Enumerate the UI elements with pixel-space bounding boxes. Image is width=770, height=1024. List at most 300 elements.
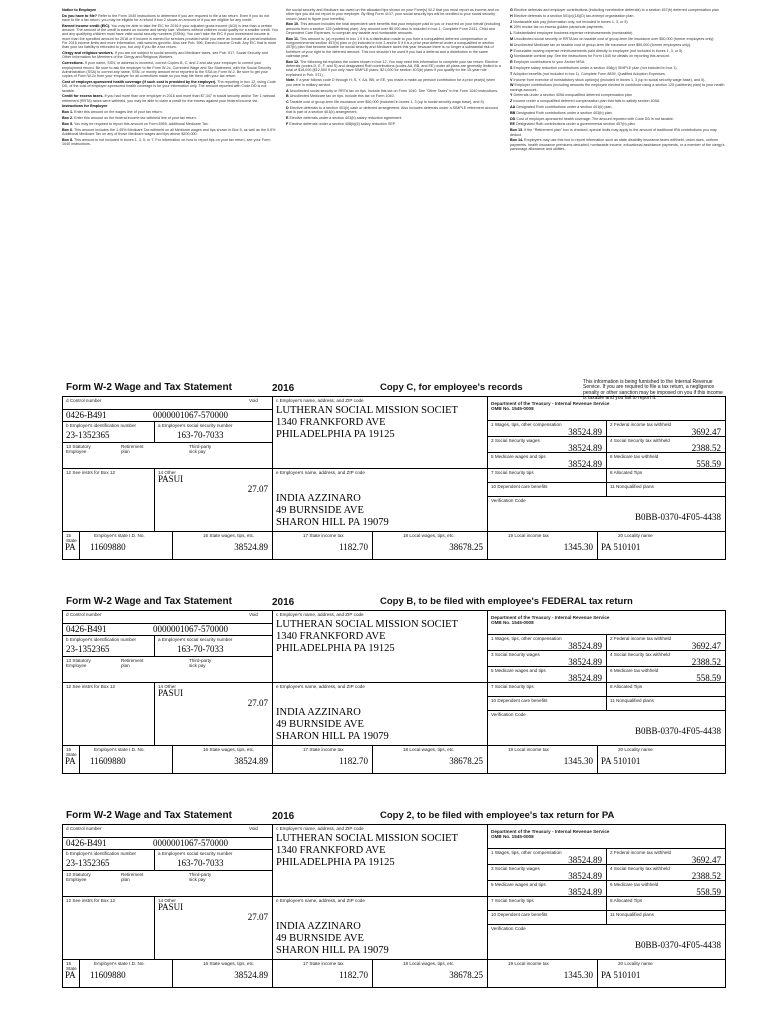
notice-paragraph xyxy=(510,31,726,35)
notice-paragraph xyxy=(62,110,278,114)
w2-form-copy-1 xyxy=(62,380,726,585)
notice-paragraph xyxy=(510,37,726,41)
control-number-value-box xyxy=(62,838,273,850)
employer-ein-box xyxy=(62,636,155,657)
employer-city-state-zip: PHILADELPHIA PA 19125 xyxy=(276,857,395,868)
third-party-sick-pay-label: Third-party sick pay xyxy=(189,872,212,882)
notice-heading: B xyxy=(286,94,289,99)
federal-income-tax-withheld: 3692.47 xyxy=(691,855,721,865)
copy-purpose: for employee's records xyxy=(415,382,523,393)
box-7 xyxy=(488,897,607,911)
notice-heading: Box 5. xyxy=(62,121,74,126)
box-3 xyxy=(488,437,607,453)
notice-heading: DD xyxy=(510,116,516,121)
box-4 xyxy=(607,437,726,453)
notice-paragraph xyxy=(62,138,278,147)
employer-ein-label: b Employer's identification number xyxy=(66,637,137,642)
box-4 xyxy=(607,865,726,881)
box-19 xyxy=(488,746,598,774)
notice-paragraph xyxy=(62,8,278,12)
box-8-label: 8 Allocated Tips xyxy=(610,898,643,903)
notice-text: Income from exercise of nonstatutory stock option(s) (included in boxes 1, 3 (up to social security wage base), and 5). xyxy=(513,77,706,82)
notice-paragraph xyxy=(510,122,726,126)
box-17 xyxy=(273,532,373,560)
notice-heading: Box 8. xyxy=(62,137,74,142)
copy-purpose: to be filed with employee's FEDERAL tax return xyxy=(415,596,633,607)
notice-heading: Box 2. xyxy=(62,116,74,121)
verification-code-label: Verification Code xyxy=(491,498,526,503)
box-11 xyxy=(607,483,726,497)
social-security-wages: 38524.89 xyxy=(568,657,602,667)
medicare-tax-withheld: 558.59 xyxy=(696,459,721,469)
notice-column-3 xyxy=(510,8,726,153)
control-number-label: d Control number xyxy=(66,398,102,403)
box-4-label: 4 Social Security tax withheld xyxy=(610,866,670,871)
wages-tips-compensation: 38524.89 xyxy=(568,855,602,865)
control-number-label: d Control number xyxy=(66,826,102,831)
box-8 xyxy=(607,897,726,911)
notice-heading: E xyxy=(286,116,289,121)
notice-heading: Box 13. xyxy=(510,128,524,133)
box-7-label: 7 Social Security tips xyxy=(491,684,534,689)
notice-heading: Box 6. xyxy=(62,127,74,132)
box-3 xyxy=(488,865,607,881)
social-security-tax-withheld: 2388.52 xyxy=(691,657,721,667)
notice-heading: R xyxy=(510,60,513,65)
notice-text: Designated Roth contributions under a governmental section 457(b) plan. xyxy=(515,122,636,127)
box-19-label: 19 Local income tax xyxy=(508,533,549,538)
employee-city-state-zip: SHARON HILL PA 19079 xyxy=(276,945,389,956)
box-20-label: 20 Locality name xyxy=(618,533,653,538)
state-id-label: Employer's state I.D. No. xyxy=(94,961,145,966)
notice-text: Uncollected Medicare tax on taxable cost of group-term life insurance over $50,000 (former employees only). xyxy=(513,42,692,47)
box-1-label: 1 Wages, tips, other compensation xyxy=(491,422,562,427)
notice-paragraph xyxy=(62,61,278,78)
notice-heading: T xyxy=(510,71,513,76)
local-income-tax: 1345.30 xyxy=(563,756,593,766)
employer-ein-box xyxy=(62,850,155,871)
employee-name: INDIA AZZINARO xyxy=(276,921,361,932)
box-14-label: 14 Other xyxy=(158,684,176,689)
notice-text: Employer contributions (including amounts the employee elected to contribute using a section 125 (cafeteria) plan) to your health savings account. xyxy=(510,83,725,92)
notice-text: Uncollected Medicare tax on tips. Include this tax on Form 1040. xyxy=(289,94,395,99)
employee-address-box xyxy=(273,469,488,532)
form-year: 2016 xyxy=(272,383,295,394)
medicare-wages-tips: 38524.89 xyxy=(568,459,602,469)
box-5 xyxy=(488,453,607,469)
box-12-label: 12 See instrs for Box 12 xyxy=(66,898,116,903)
employer-ein-label: b Employer's identification number xyxy=(66,851,137,856)
notice-paragraph xyxy=(510,128,726,137)
irs-department: Department of the Treasury - Internal Revenue Service xyxy=(491,401,610,406)
notice-text: Elective deferrals to a section 501(c)(18)(D) tax-exempt organization plan. xyxy=(513,13,635,18)
box-17-label: 17 State income tax xyxy=(303,961,344,966)
state-id-label: Employer's state I.D. No. xyxy=(94,747,145,752)
employer-ein: 23-1352365 xyxy=(66,858,110,868)
form-year: 2016 xyxy=(272,597,295,608)
box-17-label: 17 State income tax xyxy=(303,533,344,538)
box-20 xyxy=(598,532,726,560)
employee-address-box xyxy=(273,897,488,960)
notice-heading: Do you have to file? xyxy=(62,13,98,18)
notice-paragraph xyxy=(286,89,502,93)
employer-address-box xyxy=(273,397,488,469)
notice-column-2 xyxy=(286,8,502,153)
notice-paragraph xyxy=(286,116,502,120)
notice-heading: Y xyxy=(510,93,513,98)
notice-heading: C xyxy=(286,100,289,105)
notice-paragraph xyxy=(286,8,502,21)
employee-address-box xyxy=(273,683,488,746)
employee-ssn-label: a Employee's social security number xyxy=(158,851,233,856)
employee-ssn-label: a Employee's social security number xyxy=(158,637,233,642)
notice-text: 20% excise tax on excess golden parachute payments. xyxy=(513,25,604,30)
social-security-wages: 38524.89 xyxy=(568,871,602,881)
notice-heading: Corrections. xyxy=(62,61,84,66)
verification-code-box xyxy=(488,711,726,746)
notice-heading: Box 14. xyxy=(510,138,524,143)
employer-name: LUTHERAN SOCIAL MISSION SOCIET xyxy=(276,405,458,416)
form-grid xyxy=(62,824,726,1014)
employee-name: INDIA AZZINARO xyxy=(276,707,361,718)
box-10-label: 10 Dependent care benefits xyxy=(491,698,548,703)
employee-ssn-box xyxy=(155,636,273,657)
control-number-box xyxy=(62,397,273,410)
irs-department: Department of the Treasury - Internal Revenue Service xyxy=(491,615,610,620)
box-3-label: 3 Social Security wages xyxy=(491,652,540,657)
box-15-state xyxy=(62,960,80,988)
box-8 xyxy=(607,469,726,483)
irs-department: Department of the Treasury - Internal Revenue Service xyxy=(491,829,610,834)
local-income-tax: 1345.30 xyxy=(563,542,593,552)
box-18-label: 18 Local wages, tips, etc. xyxy=(403,961,455,966)
medicare-tax-withheld: 558.59 xyxy=(696,887,721,897)
statutory-employee-label: 13 Statutory Employee xyxy=(66,872,91,882)
notice-heading: Notice to Employee xyxy=(62,8,97,12)
employer-name: LUTHERAN SOCIAL MISSION SOCIET xyxy=(276,619,458,630)
box-20-label: 20 Locality name xyxy=(618,747,653,752)
notice-text: Designated Roth contributions under a section 401(k) plan. xyxy=(516,105,613,110)
box-14-amount: 27.07 xyxy=(247,484,268,494)
notice-text: Employers may use this box to report information such as state disability insurance taxes withheld, union dues, uniform payments, health insurance premiums deducted, nontaxable income, educational assistance payments, or a member of the clergy's parsonage allowance and utilities. xyxy=(510,138,725,151)
box-5 xyxy=(488,667,607,683)
employer-address-label: c Employer's name, address, and ZIP code xyxy=(276,826,364,831)
employee-address-label: e Employee's name, address, and ZIP code xyxy=(276,898,365,903)
box-15-label: 15 State xyxy=(66,961,77,971)
notice-paragraph xyxy=(510,43,726,47)
employee-ssn: 163-70-7033 xyxy=(177,430,224,440)
notice-paragraph xyxy=(286,100,502,104)
notice-heading: Note. xyxy=(286,78,296,83)
box-5-label: 5 Medicare wages and tips xyxy=(491,454,546,459)
notice-paragraph xyxy=(62,128,278,137)
employee-city-state-zip: SHARON HILL PA 19079 xyxy=(276,731,389,742)
box-2-label: 2 Federal income tax withheld xyxy=(610,422,672,427)
notice-heading: AA xyxy=(510,105,516,110)
box-13 xyxy=(62,443,273,469)
irs-department-box xyxy=(488,611,726,635)
box-15-label: 15 State xyxy=(66,747,77,757)
box-1-label: 1 Wages, tips, other compensation xyxy=(491,850,562,855)
notice-heading: Box 12. xyxy=(286,59,300,64)
notice-paragraph xyxy=(62,14,278,23)
box-19-label: 19 Local income tax xyxy=(508,747,549,752)
box-6 xyxy=(607,453,726,469)
control-number: 0426-B491 xyxy=(66,838,107,848)
box-16 xyxy=(173,532,273,560)
third-party-sick-pay-label: Third-party sick pay xyxy=(189,658,212,668)
notice-paragraph xyxy=(62,122,278,126)
box-2-label: 2 Federal income tax withheld xyxy=(610,850,672,855)
void-label: Void xyxy=(249,826,258,831)
employee-ssn: 163-70-7033 xyxy=(177,644,224,654)
form-title: Form W-2 Wage and Tax Statement xyxy=(66,810,232,821)
notice-text: Adoption benefits (not included in box 1). Complete Form 8839, Qualified Adoption Expenses. xyxy=(513,71,666,76)
box-14 xyxy=(155,683,273,746)
notice-paragraph xyxy=(510,72,726,76)
notice-column-1 xyxy=(62,8,278,153)
control-number-box xyxy=(62,611,273,624)
notice-paragraph xyxy=(510,105,726,109)
employee-ssn: 163-70-7033 xyxy=(177,858,224,868)
box-4 xyxy=(607,651,726,667)
locality-name: PA 510101 xyxy=(601,970,641,980)
notice-text: This amount is: (a) reported in box 1 if it is a distribution made to you from a nonqualified deferred compensation or nongovernmental section 457(b) plan or (b) included in box 3 and/or 5 if it is a prior year deferral under a nonqualified or section 457(b) plan that became taxable for social security and Medicare taxes this year because there is no longer a substantial risk of forfeiture of your right to the deferred amount. This box shouldn't be used if you had a deferral and a distribution in the same calendar year. xyxy=(286,36,495,58)
box-1-label: 1 Wages, tips, other compensation xyxy=(491,636,562,641)
employee-city-state-zip: SHARON HILL PA 19079 xyxy=(276,517,389,528)
notice-heading: V xyxy=(510,77,513,82)
box-12-label: 12 See instrs for Box 12 xyxy=(66,470,116,475)
box-18-label: 18 Local wages, tips, etc. xyxy=(403,747,455,752)
box-5 xyxy=(488,881,607,897)
notice-heading: BB xyxy=(510,110,516,115)
notice-heading: Box 10. xyxy=(286,22,300,27)
notice-text: Elective deferrals and employer contributions (including nonelective deferrals) to a section 457(b) deferred compensation plan xyxy=(513,8,719,12)
state-wages: 38524.89 xyxy=(234,756,268,766)
box-2 xyxy=(607,849,726,865)
notice-text: This amount includes the 1.45% Medicare Tax withheld on all Medicare wages and tips shown in Box 5, as well as the 0.9% Additional Medicare Tax on any of those Medicare wages and tips above $200,000. xyxy=(62,127,276,136)
omb-number: OMB No. 1545-0008 xyxy=(491,620,534,625)
copy-label: Copy 2, xyxy=(380,810,415,821)
notice-text: You may be required to report this amount on Form 8959, Additional Medicare Tax. xyxy=(74,121,209,126)
notice-text: Enter this amount on the wages line of your tax return. xyxy=(74,110,163,115)
verification-code-label: Verification Code xyxy=(491,712,526,717)
box-14-description: PASUI xyxy=(158,902,184,912)
notice-text: Refer to the Form 1040 instructions to determine if you are required to file a tax return. Even if you do not have to file a tax return, you may be eligible for a refund if box 2 shows an amount or if you are eligible for any credit. xyxy=(62,13,270,23)
void-label: Void xyxy=(249,612,258,617)
form-title-bar xyxy=(62,594,726,610)
control-number-label: d Control number xyxy=(66,612,102,617)
box-15-label: 15 State xyxy=(66,533,77,543)
box-6-label: 6 Medicare tax withheld xyxy=(610,882,659,887)
box-1 xyxy=(488,421,607,437)
notice-paragraph xyxy=(510,78,726,82)
verification-code-label: Verification Code xyxy=(491,926,526,931)
notice-paragraph xyxy=(510,66,726,70)
employee-ssn-part: 0000001067-570000 xyxy=(153,838,228,848)
box-3 xyxy=(488,651,607,667)
notice-heading: G xyxy=(510,8,513,12)
box-6 xyxy=(607,667,726,683)
medicare-tax-withheld: 558.59 xyxy=(696,673,721,683)
box-20-label: 20 Locality name xyxy=(618,961,653,966)
notice-text: If you are not subject to social security and Medicare taxes, see Pub. 517, Social Security and Other Information for Members of the Clergy and Religious Workers. xyxy=(62,51,268,60)
box-2 xyxy=(607,635,726,651)
notice-paragraph xyxy=(62,94,278,103)
copy-designation xyxy=(380,809,614,821)
box-8-label: 8 Allocated Tips xyxy=(610,470,643,475)
box-10-label: 10 Dependent care benefits xyxy=(491,484,548,489)
notice-heading: Box 1. xyxy=(62,110,74,115)
notice-paragraph xyxy=(62,104,278,108)
notice-heading: D xyxy=(286,105,289,110)
notice-text: Elective deferrals to a section 401(k) cash or deferred arrangement. Also includes deferrals under a SIMPLE retirement account that is part of a section 401(k) arrangement. xyxy=(286,105,498,115)
state-income-tax: 1182.70 xyxy=(339,542,368,552)
notice-text: If a year follows code D through H, S, Y, AA, BB, or EE, you made a make-up pension contribution for a prior year(s) when you were in military service. xyxy=(286,78,496,87)
box-16-label: 16 State wages, tips, etc. xyxy=(203,961,255,966)
notice-heading: P xyxy=(510,48,513,53)
state-code: PA xyxy=(65,970,76,980)
notice-text: Income under a nonqualified deferred compensation plan that fails to satisfy section 409A. xyxy=(513,99,661,104)
notice-heading: H xyxy=(510,13,513,18)
notice-heading: K xyxy=(510,25,513,30)
wages-tips-compensation: 38524.89 xyxy=(568,641,602,651)
box-15-state-id xyxy=(80,960,173,988)
notice-heading: Z xyxy=(510,99,513,104)
box-14-description: PASUI xyxy=(158,688,184,698)
box-18-label: 18 Local wages, tips, etc. xyxy=(403,533,455,538)
box-12-label: 12 See instrs for Box 12 xyxy=(66,684,116,689)
employer-address-box xyxy=(273,825,488,897)
control-number: 0426-B491 xyxy=(66,624,107,634)
notice-heading: Instructions for Employee xyxy=(62,104,108,109)
locality-name: PA 510101 xyxy=(601,756,641,766)
state-wages: 38524.89 xyxy=(234,970,268,980)
box-11 xyxy=(607,911,726,925)
notice-text: Employer contributions to your Archer MSA. xyxy=(513,60,586,65)
notice-paragraph xyxy=(62,24,278,50)
control-number-box xyxy=(62,825,273,838)
box-11-label: 11 Nonqualified plans xyxy=(610,484,654,489)
retirement-plan-label: Retirement plan xyxy=(121,872,144,882)
irs-department-box xyxy=(488,397,726,421)
notice-paragraph xyxy=(510,60,726,64)
notice-text: This amount is not included in boxes 1, 3, 5, or 7. For information on how to report tips on your tax return, see your Form 1040 instructions. xyxy=(62,137,271,147)
notice-paragraph xyxy=(510,117,726,121)
employer-state-id: 11609880 xyxy=(90,970,126,980)
box-18 xyxy=(373,746,488,774)
notice-text: Enter this amount on the federal income tax withheld line of your tax return. xyxy=(74,116,197,121)
notice-heading: N xyxy=(510,42,513,47)
box-16-label: 16 State wages, tips, etc. xyxy=(203,747,255,752)
notice-paragraph xyxy=(510,111,726,115)
box-10-label: 10 Dependent care benefits xyxy=(491,912,548,917)
notice-text: You may be able to take the EIC for 2016 if your adjusted gross income (AGI) is less than a certain amount. The amount of the credit is based on income and family size. Workers without children could qualify for a smaller credit. You and any qualifying children must have valid social security numbers (SSNs). You can't take the EIC if your investment income is more than the specified amount for 2016 or if income is earned for services provided while you were an inmate at a penal institution. For 2016 income limits and more information, visit www.irs.gov/eitc. Also see Pub. 596, Earned Income Credit. Any EIC that is more than your tax liability is refunded to you, but only if you file a tax return. xyxy=(62,23,278,50)
box-13 xyxy=(62,657,273,683)
local-wages: 38678.25 xyxy=(449,542,483,552)
box-4-label: 4 Social Security tax withheld xyxy=(610,652,670,657)
copy-label: Copy C, xyxy=(380,382,416,393)
employer-ein: 23-1352365 xyxy=(66,430,110,440)
employer-city-state-zip: PHILADELPHIA PA 19125 xyxy=(276,429,395,440)
box-7 xyxy=(488,469,607,483)
box-18 xyxy=(373,532,488,560)
employer-street: 1340 FRANKFORD AVE xyxy=(276,845,386,856)
form-title: Form W-2 Wage and Tax Statement xyxy=(66,596,232,607)
notice-paragraph xyxy=(510,49,726,53)
federal-income-tax-withheld: 3692.47 xyxy=(691,641,721,651)
verification-code: B0BB-0370-4F05-4438 xyxy=(634,940,721,950)
statutory-employee-label: 13 Statutory Employee xyxy=(66,444,91,454)
notice-paragraph xyxy=(510,8,726,12)
employee-notice-instructions xyxy=(62,8,726,370)
local-income-tax: 1345.30 xyxy=(563,970,593,980)
void-label: Void xyxy=(249,398,258,403)
box-12 xyxy=(62,683,155,746)
notice-paragraph xyxy=(510,83,726,92)
box-19-label: 19 Local income tax xyxy=(508,961,549,966)
box-14-label: 14 Other xyxy=(158,898,176,903)
employer-city-state-zip: PHILADELPHIA PA 19125 xyxy=(276,643,395,654)
irs-department-box xyxy=(488,825,726,849)
notice-heading: W xyxy=(510,83,514,88)
social-security-wages: 38524.89 xyxy=(568,443,602,453)
employee-ssn-box xyxy=(155,850,273,871)
local-wages: 38678.25 xyxy=(449,756,483,766)
box-17 xyxy=(273,960,373,988)
box-10 xyxy=(488,483,607,497)
social-security-tax-withheld: 2388.52 xyxy=(691,443,721,453)
notice-text: If your name, SSN, or address is incorrect, correct Copies B, C, and 2 and ask your employer to correct your employment record. Be sure to ask the employer to file Form W-2c, Corrected Wage and Tax Statement, with the Social Security Administration (SSA) to correct any name, SSN, or money amount error reported to the SSA on Form W-2. Be sure to get your copies of Form W-2c from your employer for all corrections made so you may file them with your tax return. xyxy=(62,61,272,79)
control-number-value-box xyxy=(62,624,273,636)
notice-heading: Clergy and religious workers. xyxy=(62,51,114,56)
notice-heading: Credit for excess taxes. xyxy=(62,94,104,99)
notice-heading: F xyxy=(286,121,289,126)
box-11-label: 11 Nonqualified plans xyxy=(610,912,654,917)
notice-text: Nontaxable combat pay. See the instructions for Form 1040 for details on reporting this amount. xyxy=(513,54,670,59)
notice-text: the social security and Medicare tax owed on the allocated tips shown on your Form(s) W-2 that you must report as income and on other tips you did not report to your employer. By filing Form 4137, your social security tips will be credited to your social security record (used to figure your benefits). xyxy=(286,8,499,21)
notice-paragraph xyxy=(286,94,502,98)
box-3-label: 3 Social Security wages xyxy=(491,438,540,443)
box-12 xyxy=(62,897,155,960)
notice-text: This amount includes the total dependent care benefits that your employer paid to you or incurred on your behalf (including amounts from a section 125 (cafeteria) plan). Any amount over $5,000 also is included in box 1. Complete Form 2441, Child and Dependent Care Expenses, to compute any taxable and nontaxable amounts. xyxy=(286,22,501,35)
box-5-label: 5 Medicare wages and tips xyxy=(491,882,546,887)
verification-code: B0BB-0370-4F05-4438 xyxy=(634,726,721,736)
box-14-amount: 27.07 xyxy=(247,698,268,708)
box-15-state xyxy=(62,746,80,774)
notice-heading: S xyxy=(510,65,513,70)
box-7 xyxy=(488,683,607,697)
notice-heading: Box 11. xyxy=(286,36,299,41)
employee-street: 49 BURNSIDE AVE xyxy=(276,505,364,516)
box-7-label: 7 Social Security tips xyxy=(491,470,534,475)
box-20 xyxy=(598,746,726,774)
state-income-tax: 1182.70 xyxy=(339,756,368,766)
box-16 xyxy=(173,746,273,774)
omb-number: OMB No. 1545-0008 xyxy=(491,406,534,411)
box-16 xyxy=(173,960,273,988)
notice-paragraph xyxy=(286,60,502,77)
locality-name: PA 510101 xyxy=(601,542,641,552)
form-grid xyxy=(62,610,726,800)
control-number-value-box xyxy=(62,410,273,422)
copy-designation xyxy=(380,381,523,393)
notice-heading: Cost of employer-sponsored health coverage (if such cost is provided by the employer). xyxy=(62,79,217,84)
notice-paragraph xyxy=(62,51,278,60)
state-code: PA xyxy=(65,756,76,766)
state-wages: 38524.89 xyxy=(234,542,268,552)
notice-heading: A xyxy=(286,88,289,93)
